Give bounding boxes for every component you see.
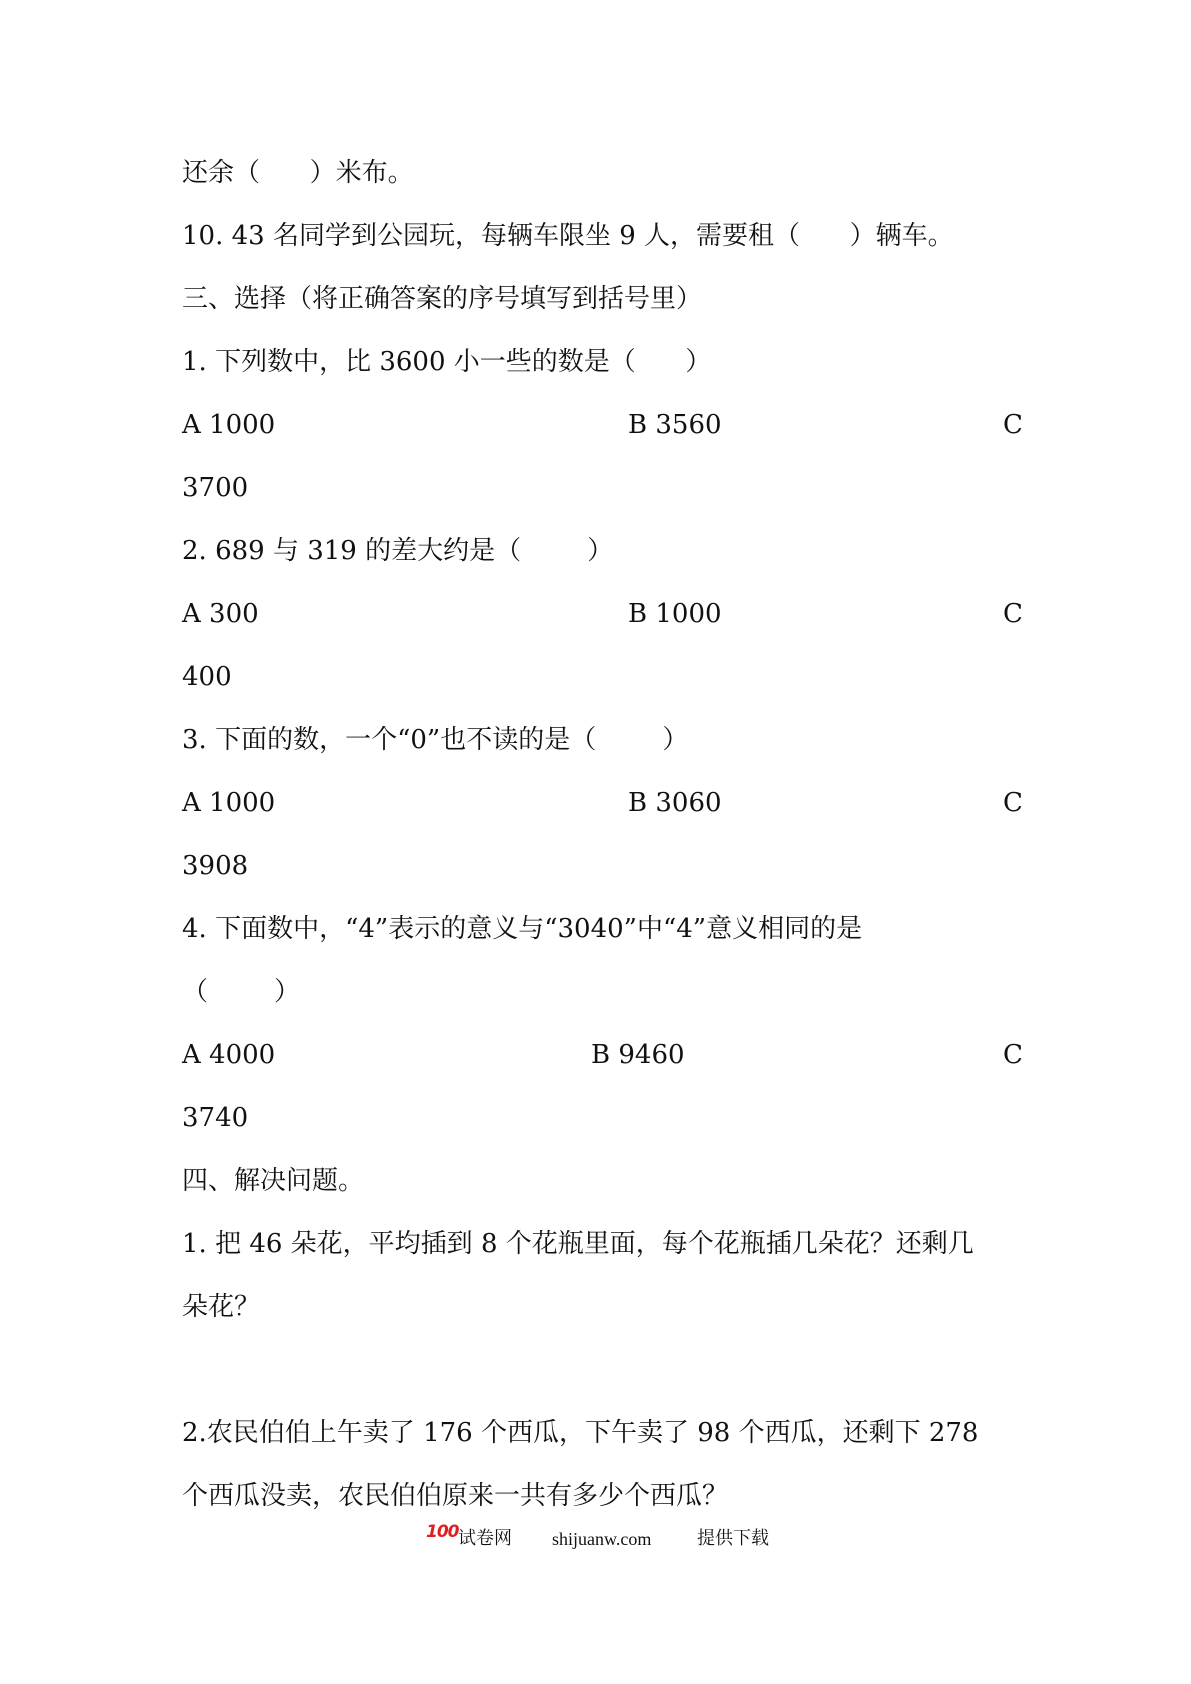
section-heading-problems: 四、解决问题。 — [182, 1166, 365, 1196]
problem-2-continued: 个西瓜没卖，农民伯伯原来一共有多少个西瓜？ — [182, 1481, 729, 1511]
choice-1-option-c-label: C — [1003, 410, 1023, 440]
footer-url[interactable]: shijuanw.com — [552, 1529, 652, 1549]
choice-2-option-c-label: C — [1003, 599, 1023, 629]
choice-question-4-blank: （ ） — [182, 977, 301, 1007]
choice-2-option-a: A 300 — [182, 599, 259, 629]
choice-3-option-c-value: 3908 — [182, 851, 249, 881]
footer-note: 提供下载 — [697, 1528, 769, 1549]
section-heading-choice: 三、选择（将正确答案的序号填写到括号里） — [182, 284, 703, 314]
choice-question-4: 4. 下面数中，“4”表示的意义与“3040”中“4”意义相同的是 — [182, 914, 863, 944]
problem-2: 2.农民伯伯上午卖了 176 个西瓜，下午卖了 98 个西瓜，还剩下 278 — [182, 1418, 979, 1448]
choice-4-option-c-label: C — [1003, 1040, 1023, 1070]
choice-question-1: 1. 下列数中，比 3600 小一些的数是（ ） — [182, 347, 712, 377]
fill-blank-question-10: 10. 43 名同学到公园玩，每辆车限坐 9 人，需要租（ ）辆车。 — [182, 221, 954, 251]
choice-3-option-c-label: C — [1003, 788, 1023, 818]
choice-1-option-a: A 1000 — [182, 410, 276, 440]
choice-4-option-c-value: 3740 — [182, 1103, 249, 1133]
footer-site-name: 试卷网 — [458, 1528, 512, 1549]
site-logo: 100 — [426, 1522, 459, 1542]
choice-4-option-a: A 4000 — [182, 1040, 276, 1070]
choice-1-option-c-value: 3700 — [182, 473, 249, 503]
choice-2-option-c-value: 400 — [182, 662, 232, 692]
choice-3-option-b: B 3060 — [628, 788, 722, 818]
choice-4-option-b: B 9460 — [591, 1040, 685, 1070]
problem-1: 1. 把 46 朵花，平均插到 8 个花瓶里面，每个花瓶插几朵花？还剩几 — [182, 1229, 974, 1259]
problem-1-continued: 朵花？ — [182, 1292, 261, 1322]
choice-2-option-b: B 1000 — [628, 599, 722, 629]
choice-question-3: 3. 下面的数，一个“0”也不读的是（ ） — [182, 725, 689, 755]
choice-question-2: 2. 689 与 319 的差大约是（ ） — [182, 536, 614, 566]
choice-3-option-a: A 1000 — [182, 788, 276, 818]
fill-blank-remaining-cloth: 还余（ ）米布。 — [182, 158, 414, 188]
choice-1-option-b: B 3560 — [628, 410, 722, 440]
